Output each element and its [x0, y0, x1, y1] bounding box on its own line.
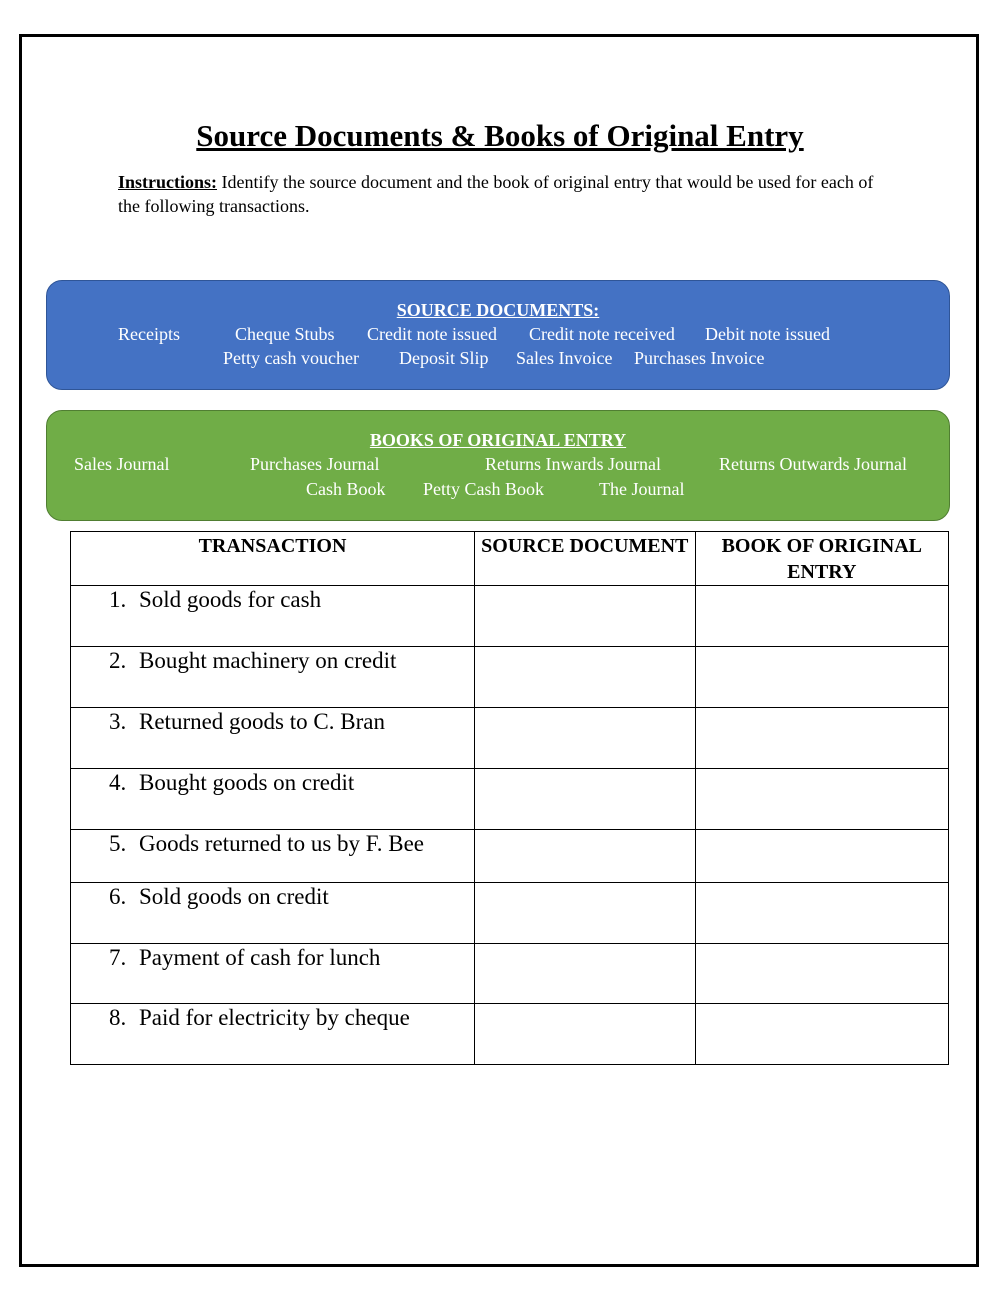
- transaction-cell: [71, 586, 475, 647]
- table-row: [71, 647, 949, 708]
- row-number: 8.: [109, 1005, 127, 1030]
- source-doc-item: Cheque Stubs: [235, 324, 335, 344]
- source-document-answer-cell[interactable]: [474, 586, 695, 647]
- source-document-answer-cell[interactable]: [474, 944, 695, 1004]
- source-document-answer-cell[interactable]: [474, 883, 695, 944]
- book-item: Returns Inwards Journal: [485, 454, 661, 474]
- transaction-text: Bought machinery on credit: [139, 648, 397, 673]
- source-doc-item: Receipts: [118, 324, 180, 344]
- instructions-text: Identify the source document and the book of original entry that would be used for each of the following transactions.: [118, 172, 874, 216]
- book-item: Purchases Journal: [250, 454, 380, 474]
- book-item: Petty Cash Book: [423, 479, 545, 499]
- table-header-row: [71, 532, 949, 586]
- transactions-table: [70, 531, 949, 1065]
- transaction-cell: [71, 708, 475, 769]
- book-item: Cash Book: [306, 479, 386, 499]
- book-answer-cell[interactable]: [695, 708, 948, 769]
- source-doc-item: Deposit Slip: [399, 348, 489, 368]
- table-row: [71, 883, 949, 944]
- source-document-answer-cell[interactable]: [474, 647, 695, 708]
- book-item: The Journal: [599, 479, 685, 499]
- book-item: Returns Outwards Journal: [719, 454, 907, 474]
- instructions: [118, 170, 898, 218]
- source-document-answer-cell[interactable]: [474, 830, 695, 883]
- source-documents-box: [46, 280, 950, 390]
- table-row: [71, 944, 949, 1004]
- source-doc-item: Petty cash voucher: [223, 348, 359, 368]
- source-doc-item: Purchases Invoice: [634, 348, 765, 368]
- source-document-answer-cell[interactable]: [474, 769, 695, 830]
- table-row: [71, 830, 949, 883]
- book-answer-cell[interactable]: [695, 830, 948, 883]
- header-transaction: TRANSACTION: [71, 532, 475, 586]
- transaction-text: Sold goods on credit: [139, 884, 329, 909]
- source-document-answer-cell[interactable]: [474, 708, 695, 769]
- book-answer-cell[interactable]: [695, 769, 948, 830]
- table-row: [71, 1004, 949, 1065]
- transaction-cell: [71, 1004, 475, 1065]
- row-number: 6.: [109, 884, 127, 909]
- row-number: 2.: [109, 648, 127, 673]
- transaction-cell: [71, 883, 475, 944]
- book-answer-cell[interactable]: [695, 944, 948, 1004]
- transaction-text: Sold goods for cash: [139, 587, 322, 612]
- page-title: Source Documents & Books of Original Entry: [196, 118, 804, 153]
- source-doc-item: Debit note issued: [705, 324, 830, 344]
- transaction-cell: [71, 647, 475, 708]
- book-answer-cell[interactable]: [695, 883, 948, 944]
- transaction-text: Payment of cash for lunch: [139, 945, 381, 970]
- transaction-text: Returned goods to C. Bran: [139, 709, 385, 734]
- source-doc-item: Credit note issued: [367, 324, 497, 344]
- header-source-document: SOURCE DOCUMENT: [474, 532, 695, 586]
- transaction-cell: [71, 944, 475, 1004]
- book-answer-cell[interactable]: [695, 1004, 948, 1065]
- row-number: 7.: [109, 945, 127, 970]
- books-of-original-entry-box: [46, 410, 950, 521]
- transaction-text: Goods returned to us by F. Bee: [139, 831, 424, 856]
- table-row: [71, 586, 949, 647]
- book-answer-cell[interactable]: [695, 647, 948, 708]
- transaction-cell: [71, 830, 475, 883]
- row-number: 4.: [109, 770, 127, 795]
- row-number: 1.: [109, 587, 127, 612]
- transaction-text: Bought goods on credit: [139, 770, 355, 795]
- books-heading: BOOKS OF ORIGINAL ENTRY: [369, 430, 627, 450]
- instructions-label: Instructions:: [118, 172, 218, 192]
- transaction-cell: [71, 769, 475, 830]
- table-row: [71, 708, 949, 769]
- source-doc-item: Sales Invoice: [516, 348, 613, 368]
- transaction-text: Paid for electricity by cheque: [139, 1005, 410, 1030]
- book-item: Sales Journal: [74, 454, 170, 474]
- source-documents-heading: SOURCE DOCUMENTS:: [396, 300, 600, 320]
- book-answer-cell[interactable]: [695, 586, 948, 647]
- source-document-answer-cell[interactable]: [474, 1004, 695, 1065]
- header-book-of-original-entry: BOOK OF ORIGINAL ENTRY: [695, 532, 948, 586]
- row-number: 5.: [109, 831, 127, 856]
- table-row: [71, 769, 949, 830]
- row-number: 3.: [109, 709, 127, 734]
- source-doc-item: Credit note received: [529, 324, 675, 344]
